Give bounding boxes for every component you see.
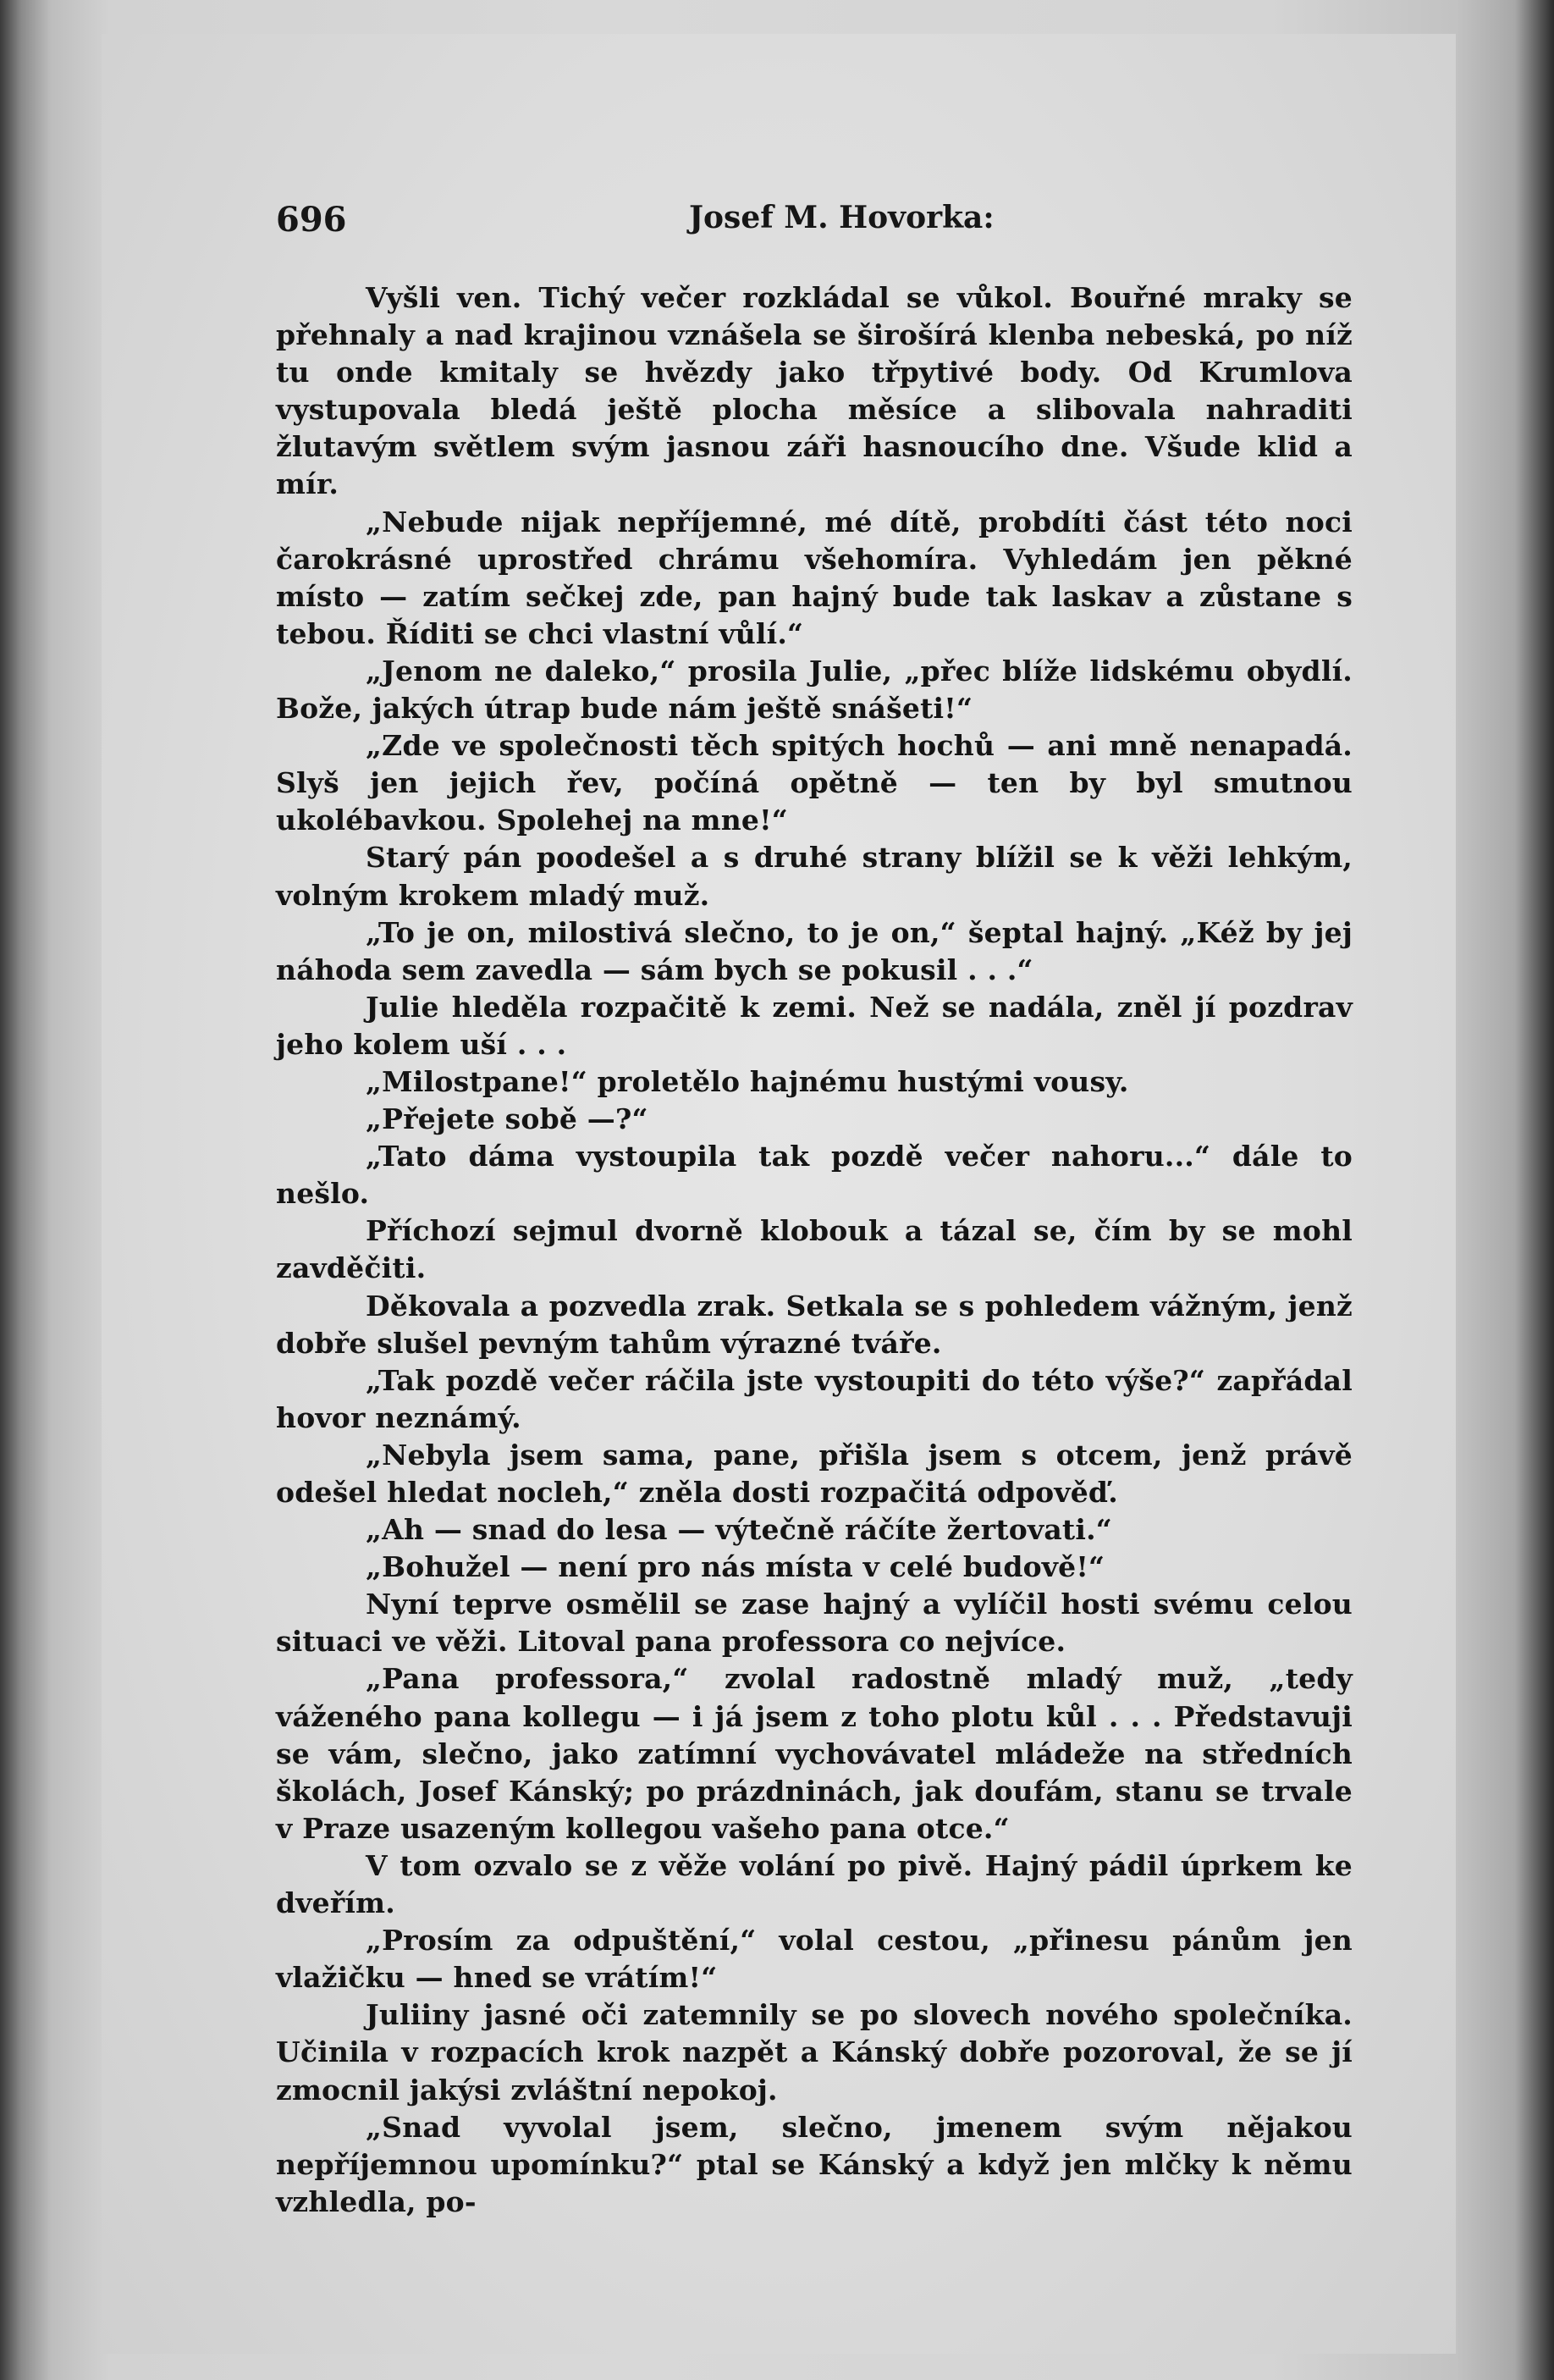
body-text — [276, 279, 1353, 2221]
paragraph-7: Julie hleděla rozpačitě k zemi. Než se nadála, zněl jí pozdrav jeho kolem uší . . . — [276, 990, 1353, 1061]
paragraph-2: „Nebude nijak nepříjemné, mé dítě, probdíti část této noci čarokrásné uprostřed chrámu všehomíra. Vyhledám jen pěkné místo — zatím sečkej zde, pan hajný bude tak laskav a zůstane s tebou. Říditi se chci vlastní vůlí.“ — [276, 505, 1353, 650]
paragraph-5: Starý pán poodešel a s druhé strany blížil se k věži lehkým, volným krokem mladý muž. — [276, 841, 1353, 912]
paragraph-16: „Bohužel — není pro nás místa v celé budově!“ — [366, 1550, 1105, 1584]
paragraph-14: „Nebyla jsem sama, pane, přišla jsem s otcem, jenž právě odešel hledat nocleh,“ zněla dosti rozpačitá odpověď. — [276, 1438, 1353, 1509]
paragraph-18: „Pana professora,“ zvolal radostně mladý muž, „tedy váženého pana kollegu — i já jsem z toho plotu kůl . . . Představuji se vám, slečno, jako zatímní vychovávatel mládeže na středních školách, Josef Kánský; po prázdninách, jak doufám, stanu se trvale v Praze usazeným kollegou vašeho pana otce.“ — [276, 1662, 1353, 1845]
paragraph-1: Vyšli ven. Tichý večer rozkládal se vůkol. Bouřné mraky se přehnaly a nad krajinou vznášela se širošírá klenba nebeská, po níž tu onde kmitaly se hvězdy jako třpytivé body. Od Krumlova vystupovala bledá ještě plocha měsíce a slibovala nahraditi žlutavým světlem svým jasnou záři hasnoucího dne. Všude klid a mír. — [276, 281, 1353, 501]
page-number: 696 — [276, 200, 347, 240]
paragraph-3: „Jenom ne daleko,“ prosila Julie, „přec blíže lidskému obydlí. Bože, jakých útrap bude nám ještě snášeti!“ — [276, 654, 1353, 726]
page-header — [276, 196, 1359, 247]
paragraph-13: „Tak pozdě večer ráčila jste vystoupiti do této výše?“ zapřádal hovor neznámý. — [276, 1363, 1353, 1434]
paragraph-15: „Ah — snad do lesa — výtečně ráčíte žertovati.“ — [366, 1513, 1112, 1547]
paragraph-8: „Milostpane!“ proletělo hajnému hustými vousy. — [366, 1064, 1129, 1098]
paragraph-9: „Přejete sobě —?“ — [366, 1102, 648, 1136]
paragraph-4: „Zde ve společnosti těch spitých hochů — ani mně nenapadá. Slyš jen jejich řev, počíná opětně — ten by byl smutnou ukolébavkou. Spolehej na mne!“ — [276, 729, 1353, 837]
paragraph-10: „Tato dáma vystoupila tak pozdě večer nahoru...“ dále to nešlo. — [276, 1140, 1353, 1211]
paragraph-20: „Prosím za odpuštění,“ volal cestou, „přinesu pánům jen vlažičku — hned se vrátím!“ — [276, 1924, 1353, 1995]
paragraph-11: Příchozí sejmul dvorně klobouk a tázal se, čím by se mohl zavděčiti. — [276, 1214, 1353, 1285]
running-title: Josef M. Hovorka: — [689, 200, 995, 235]
paragraph-12: Děkovala a pozvedla zrak. Setkala se s pohledem vážným, jenž dobře slušel pevným tahům výrazné tváře. — [276, 1289, 1353, 1360]
paragraph-6: „To je on, milostivá slečno, to je on,“ šeptal hajný. „Kéž by jej náhoda sem zavedla — sám bych se pokusil . . .“ — [276, 915, 1353, 986]
paragraph-21: Juliiny jasné oči zatemnily se po slovech nového společníka. Učinila v rozpacích krok nazpět a Kánský dobře pozoroval, že se jí zmocnil jakýsi zvláštní nepokoj. — [276, 1998, 1353, 2107]
paragraph-17: Nyní teprve osmělil se zase hajný a vylíčil hosti svému celou situaci ve věži. Litoval pana professora co nejvíce. — [276, 1588, 1353, 1659]
paragraph-22: „Snad vyvolal jsem, slečno, jmenem svým nějakou nepříjemnou upomínku?“ ptal se Kánský a když jen mlčky k němu vzhledla, po- — [276, 2110, 1353, 2218]
paragraph-19: V tom ozvalo se z věže volání po pivě. Hajný pádil úprkem ke dveřím. — [276, 1848, 1353, 1920]
